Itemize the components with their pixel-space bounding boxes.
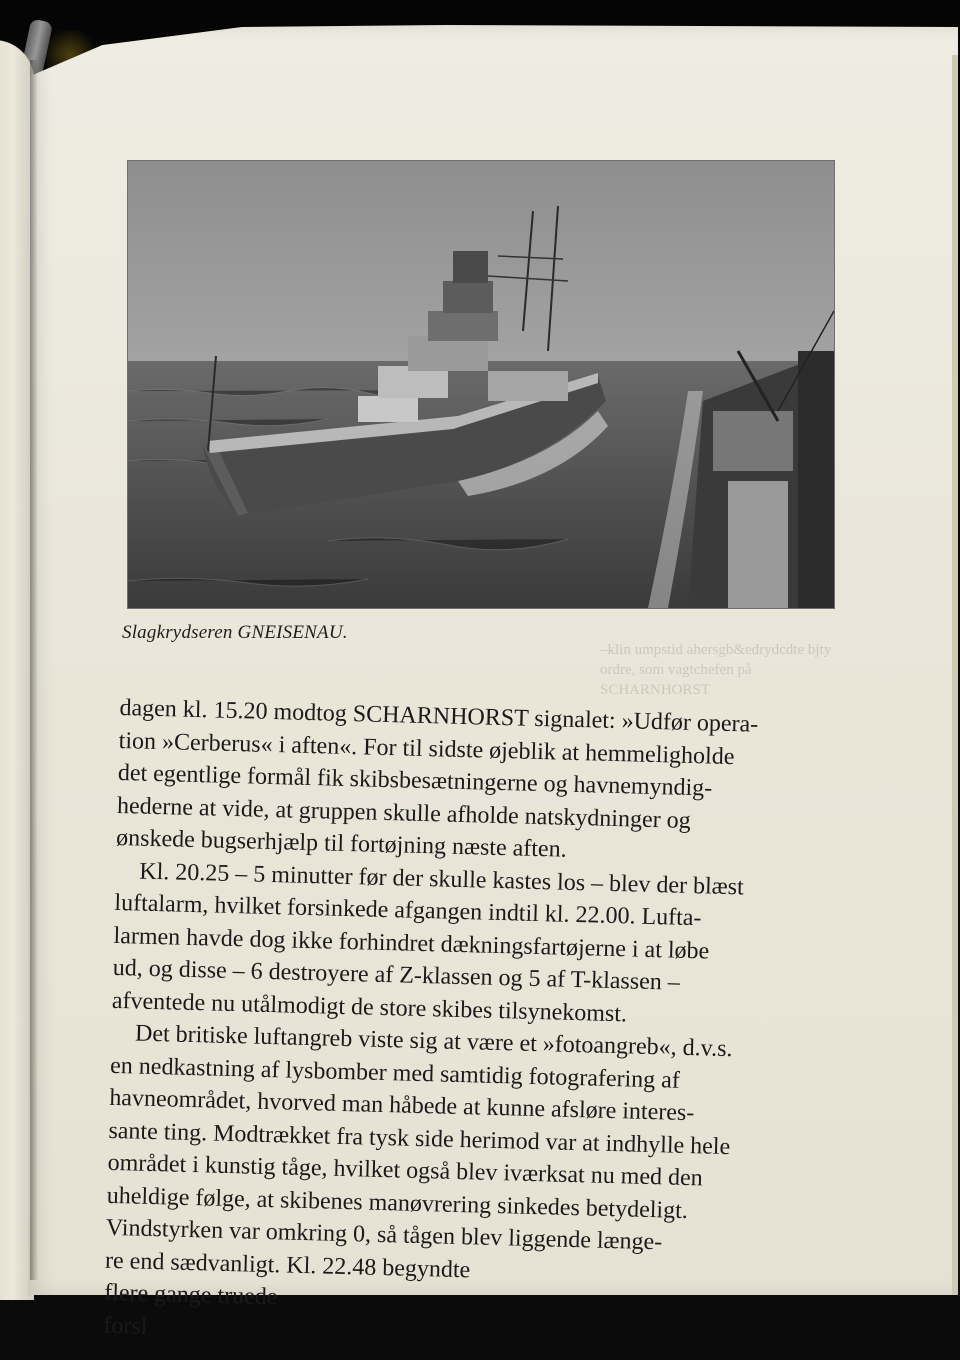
text-line: området i kunstig tåge, hvilket også blev iværksat nu med den [107,1149,704,1192]
text-line: en nedkastning af lysbomber med samtidig fotografering af [109,1052,681,1094]
text-line: larmen havde dog ikke forhindret dækningsfartøjerne i at løbe [113,922,710,965]
text-line: ønskede bugserhjælp til fortøjning næste aften. [115,824,567,863]
text-line: flere gange truede [103,1279,278,1311]
text-line: det egentlige formål fik skibsbesætningerne og havnemyndig- [117,759,713,802]
paragraph-1 [116,692,832,873]
text-line: Kl. 20.25 – 5 minutter før der skulle kastes los – blev der blæst [138,858,745,900]
text-line: Vindstyrken var omkring 0, så tågen blev liggende længe- [105,1214,663,1256]
bleed-line: ordre, som vagtchefen på SCHARNHORST [600,662,752,698]
text-line: dagen kl. 15.20 modtog SCHARNHORST signalet: »Udfør opera- [119,694,759,738]
bleed-through-text [600,640,840,700]
text-line: hederne at vide, at gruppen skulle afholde natskydninger og [116,792,692,834]
ship-illustration [128,161,834,608]
text-line: sante ting. Modtrækket fra tysk side herimod var at indhylle hele [108,1117,731,1160]
text-line: tion »Cerberus« i aften«. For til sidste øjeblik at hemmeligholde [118,727,735,770]
photo-caption: Slagkrydseren GNEISENAU. [122,622,348,643]
text-line: havneområdet, hvorved man håbede at kunne afsløre interes- [109,1084,695,1127]
text-line: afventede nu utålmodigt de store skibes tilsynekomst. [111,987,628,1027]
text-line: re end sædvanligt. Kl. 22.48 begyndte [104,1247,471,1283]
paragraph-3 [103,1017,823,1360]
text-line: uheldige følge, at skibenes manøvrering sinkedes betydeligt. [106,1182,689,1224]
text-line: ud, og disse – 6 destroyere af Z-klassen og 5 af T-klassen – [112,954,681,996]
text-line: luftalarm, hvilket forsinkede afgangen indtil kl. 22.00. Lufta- [114,889,702,932]
text-line: forsl [103,1312,148,1340]
bleed-line: –klin umpstid ahersgb&edrydcdte bjty [600,642,832,658]
text-line: Det britiske luftangreb viste sig at være et »fotoangreb«, d.v.s. [134,1020,733,1063]
body-text [103,692,832,1360]
book-gutter-shadow [30,60,38,1280]
ship-photograph [127,160,835,609]
page-right-edge [952,55,958,1305]
paragraph-2 [111,854,827,1035]
